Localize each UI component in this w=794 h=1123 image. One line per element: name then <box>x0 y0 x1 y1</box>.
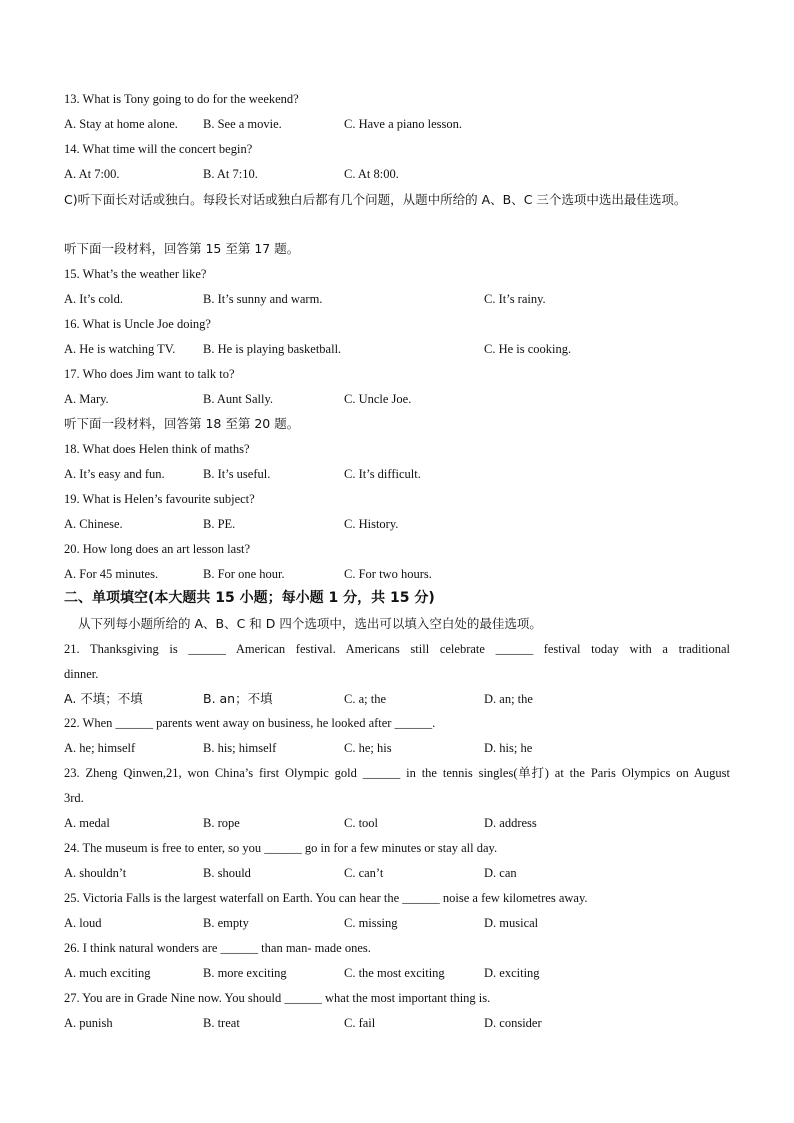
question-24-option-a: A. shouldn’t <box>64 866 127 880</box>
question-25-option-d: D. musical <box>484 916 539 930</box>
question-26-option-d: D. exciting <box>484 966 540 980</box>
question-24-option-c: C. can’t <box>344 866 384 880</box>
question-14-option-c: C. At 8:00. <box>344 167 399 181</box>
question-13-stem: 13. What is Tony going to do for the weekend? <box>64 92 299 106</box>
question-21-option-a: A. 不填；不填 <box>64 691 143 706</box>
question-23-option-c: C. tool <box>344 816 379 830</box>
question-20-stem: 20. How long does an art lesson last? <box>64 542 251 556</box>
question-19-stem: 19. What is Helen’s favourite subject? <box>64 492 255 506</box>
question-20-option-c: C. For two hours. <box>344 567 432 581</box>
question-27-stem: 27. You are in Grade Nine now. You should ______ what the most important thing is. <box>64 991 491 1005</box>
question-22-option-d: D. his; he <box>484 741 533 755</box>
question-15-option-b: B. It’s sunny and warm. <box>203 292 323 306</box>
question-22-option-c: C. he; his <box>344 741 392 755</box>
question-20-option-a: A. For 45 minutes. <box>64 567 159 581</box>
question-19-option-a: A. Chinese. <box>64 517 123 531</box>
group-2-intro: 听下面一段材料，回答第 18 至第 20 题。 <box>64 416 300 431</box>
question-22-option-a: A. he; himself <box>64 741 136 755</box>
question-26-option-c: C. the most exciting <box>344 966 445 980</box>
question-27-option-c: C. fail <box>344 1016 376 1030</box>
question-24-stem: 24. The museum is free to enter, so you ______ go in for a few minutes or stay all day. <box>64 841 498 855</box>
group-1-intro: 听下面一段材料，回答第 15 至第 17 题。 <box>64 241 300 256</box>
question-25-option-a: A. loud <box>64 916 102 930</box>
question-15-option-a: A. It’s cold. <box>64 292 124 306</box>
question-18-option-a: A. It’s easy and fun. <box>64 467 165 481</box>
question-22-stem: 22. When ______ parents went away on business, he looked after ______. <box>64 716 436 730</box>
question-19-option-c: C. History. <box>344 517 399 531</box>
question-14-option-a: A. At 7:00. <box>64 167 120 181</box>
section-2-instruction: 从下列每小题所给的 A、B、C 和 D 四个选项中，选出可以填入空白处的最佳选项。 <box>78 616 542 631</box>
question-23-option-b: B. rope <box>203 816 240 830</box>
question-16-option-a: A. He is watching TV. <box>64 342 176 356</box>
question-23-option-d: D. address <box>484 816 537 830</box>
question-15-stem: 15. What’s the weather like? <box>64 267 207 281</box>
question-13-option-b: B. See a movie. <box>203 117 282 131</box>
question-21-option-d: D. an; the <box>484 692 533 706</box>
question-16-stem: 16. What is Uncle Joe doing? <box>64 317 211 331</box>
question-21-option-b: B. an；不填 <box>203 691 273 706</box>
question-18-stem: 18. What does Helen think of maths? <box>64 442 250 456</box>
question-19-option-b: B. PE. <box>203 517 236 531</box>
question-14-stem: 14. What time will the concert begin? <box>64 142 253 156</box>
question-18-option-c: C. It’s difficult. <box>344 467 421 481</box>
question-26-option-a: A. much exciting <box>64 966 151 980</box>
question-21-stem: 21. Thanksgiving is ______ American festival. Americans still celebrate ______ festival today with a traditional dinner. <box>64 642 730 681</box>
question-17-option-b: B. Aunt Sally. <box>203 392 274 406</box>
question-16-option-b: B. He is playing basketball. <box>203 342 342 356</box>
question-23-stem: 23. Zheng Qinwen,21, won China’s first Olympic gold ______ in the tennis singles(单打) at the Paris Olympics on August 3rd. <box>64 766 730 805</box>
question-24-option-d: D. can <box>484 866 517 880</box>
question-13-option-a: A. Stay at home alone. <box>64 117 178 131</box>
question-26-option-b: B. more exciting <box>203 966 287 980</box>
question-23-option-a: A. medal <box>64 816 110 830</box>
question-17-option-a: A. Mary. <box>64 392 109 406</box>
section-2-heading: 二、单项填空(本大题共 15 小题；每小题 1 分，共 15 分) <box>64 590 435 606</box>
question-25-option-c: C. missing <box>344 916 398 930</box>
question-16-option-c: C. He is cooking. <box>484 342 572 356</box>
part-c-instruction: C)听下面长对话或独白。每段长对话或独白后都有几个问题，从题中所给的 A、B、C 三个选项中选出最佳选项。 <box>64 192 687 207</box>
question-25-stem: 25. Victoria Falls is the largest waterfall on Earth. You can hear the ______ noise a few kilometres away. <box>64 891 588 905</box>
question-20-option-b: B. For one hour. <box>203 567 285 581</box>
question-17-option-c: C. Uncle Joe. <box>344 392 412 406</box>
question-22-option-b: B. his; himself <box>203 741 277 755</box>
question-27-option-a: A. punish <box>64 1016 113 1030</box>
question-17-stem: 17. Who does Jim want to talk to? <box>64 367 235 381</box>
question-13-option-c: C. Have a piano lesson. <box>344 117 463 131</box>
question-26-stem: 26. I think natural wonders are ______ than man- made ones. <box>64 941 371 955</box>
question-27-option-d: D. consider <box>484 1016 542 1030</box>
question-25-option-b: B. empty <box>203 916 249 930</box>
question-18-option-b: B. It’s useful. <box>203 467 271 481</box>
question-27-option-b: B. treat <box>203 1016 240 1030</box>
question-14-option-b: B. At 7:10. <box>203 167 258 181</box>
question-21-option-c: C. a; the <box>344 692 387 706</box>
question-24-option-b: B. should <box>203 866 251 880</box>
question-15-option-c: C. It’s rainy. <box>484 292 546 306</box>
